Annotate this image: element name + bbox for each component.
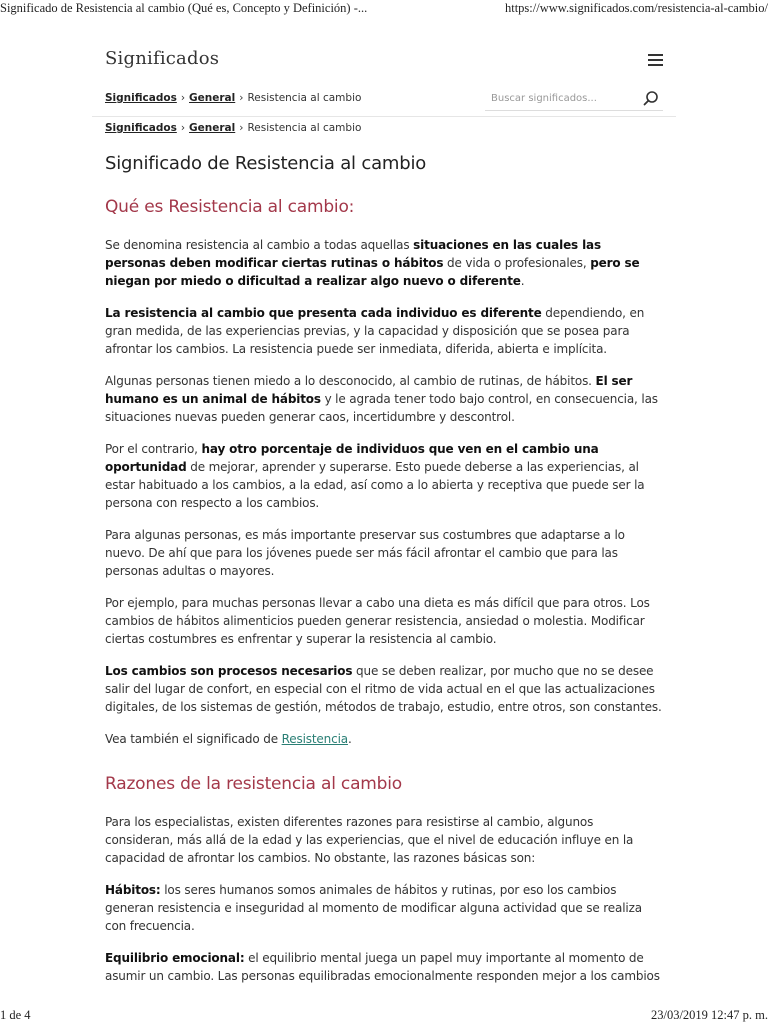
site-header <box>105 46 663 76</box>
paragraph: Para algunas personas, es más importante preservar sus costumbres que adaptarse a lo nuevo. De ahí que para los jóvenes puede ser más fácil afrontar el cambio que para las personas adultas o mayores. <box>105 528 625 578</box>
site-logo[interactable]: Significados <box>105 48 220 69</box>
header-divider <box>92 116 676 117</box>
paragraph: Los cambios son procesos necesarios que se deben realizar, por mucho que no se desee salir del lugar de confort, en especial con el ritmo de vida actual en el que las actualizaciones digitales, de los sistemas de gestión, métodos de trabajo, estudio, entre otros, son constantes. <box>105 664 662 714</box>
breadcrumb-separator: › <box>239 122 244 134</box>
breadcrumb-current: Resistencia al cambio <box>247 92 362 104</box>
print-footer <box>0 1008 768 1024</box>
breadcrumb-section-link[interactable]: General <box>189 92 236 104</box>
page-number: 1 de 4 <box>0 1008 31 1022</box>
hamburger-menu-icon[interactable] <box>648 54 663 66</box>
header-breadcrumb-row <box>105 92 663 116</box>
article-title: Significado de Resistencia al cambio <box>105 153 427 174</box>
section-heading-razones: Razones de la resistencia al cambio <box>105 774 402 794</box>
breadcrumb-separator: › <box>239 92 244 104</box>
search-input[interactable] <box>485 87 631 104</box>
paragraph: Por el contrario, hay otro porcentaje de individuos que ven en el cambio una oportunidad de mejorar, aprender y superarse. Esto puede deberse a las experiencias, al estar habituado a los cambios, a la edad, así como a lo abierta y receptiva que puede ser la persona con respecto a los cambios. <box>105 442 645 510</box>
paragraph: Equilibrio emocional: el equilibrio mental juega un papel muy importante al momento de asumir un cambio. Las personas equilibradas emocionalmente responden mejor a los cambios <box>105 951 660 983</box>
see-also-paragraph: Vea también el significado de Resistencia. <box>105 732 352 746</box>
breadcrumb-home-link[interactable]: Significados <box>105 122 177 134</box>
paragraph: Hábitos: los seres humanos somos animales de hábitos y rutinas, por eso los cambios generan resistencia e inseguridad al momento de modificar alguna actividad que se realiza con frecuencia. <box>105 883 642 933</box>
search-box <box>485 86 663 111</box>
paragraph: Para los especialistas, existen diferentes razones para resistirse al cambio, algunos consideran, más allá de la edad y las experiencias, que el nivel de educación influye en la capacidad de afrontar los cambios. No obstante, las razones básicas son: <box>105 815 634 865</box>
paragraph: Se denomina resistencia al cambio a todas aquellas situaciones en las cuales las personas deben modificar ciertas rutinas o hábitos de vida o profesionales, pero se niegan por miedo o dificultad a realizar algo nuevo o diferente. <box>105 238 640 288</box>
paragraph: Algunas personas tienen miedo a lo desconocido, al cambio de rutinas, de hábitos. El ser humano es un animal de hábitos y le agrada tener todo bajo control, en consecuencia, las situaciones nuevas pueden generar caos, incertidumbre y descontrol. <box>105 374 658 424</box>
print-page-title: Significado de Resistencia al cambio (Qué es, Concepto y Definición) -... <box>0 1 368 15</box>
breadcrumb-section-link[interactable]: General <box>189 122 236 134</box>
search-icon[interactable] <box>643 90 659 106</box>
article <box>105 122 663 999</box>
breadcrumb-separator: › <box>180 122 186 134</box>
paragraph: La resistencia al cambio que presenta cada individuo es diferente dependiendo, en gran medida, de las experiencias previas, y la capacidad y disposición que se posea para afrontar los cambios. La resistencia puede ser inmediata, diferida, abierta e implícita. <box>105 306 645 356</box>
section-heading-que-es: Qué es Resistencia al cambio: <box>105 197 355 217</box>
print-header <box>0 0 768 16</box>
article-breadcrumb <box>105 122 663 134</box>
resistencia-link[interactable]: Resistencia <box>281 732 348 746</box>
paragraph: Por ejemplo, para muchas personas llevar a cabo una dieta es más difícil que para otros. Los cambios de hábitos alimenticios pueden generar resistencia, ansiedad o molestia. Modificar ciertas costumbres es enfrentar y superar la resistencia al cambio. <box>105 596 650 646</box>
breadcrumb-separator: › <box>180 92 186 104</box>
print-page-url: https://www.significados.com/resistencia-al-cambio/ <box>504 1 768 15</box>
breadcrumb-current: Resistencia al cambio <box>247 122 362 134</box>
print-timestamp: 23/03/2019 12:47 p. m. <box>650 1008 768 1022</box>
breadcrumb-home-link[interactable]: Significados <box>105 92 177 104</box>
